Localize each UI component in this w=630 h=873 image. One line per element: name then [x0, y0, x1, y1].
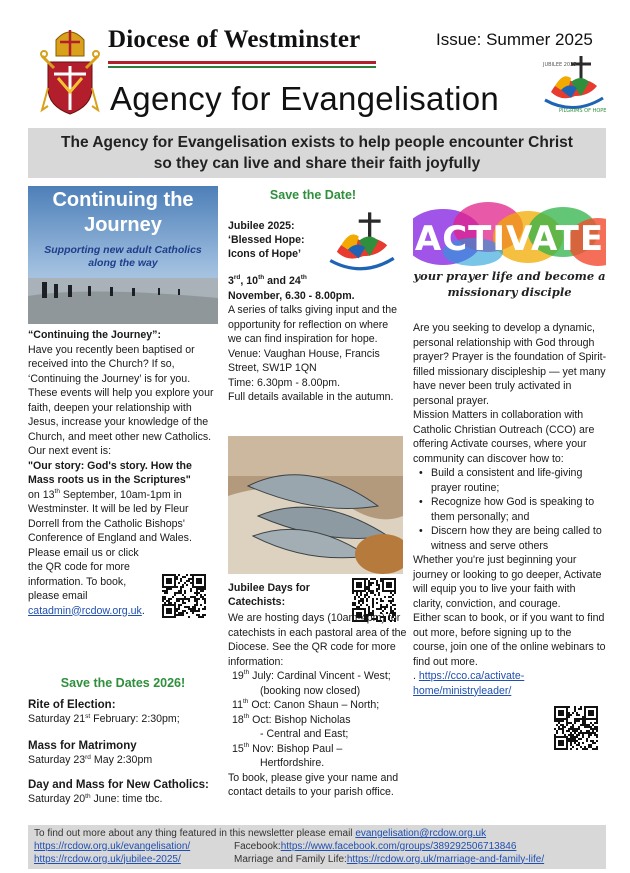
catechist-day: 19th July: Cardinal Vincent - West; [232, 669, 391, 682]
next-event-label: Our next event is: [28, 445, 112, 457]
contact-text: Please email us or click the QR code for more information. To book, please email [28, 546, 139, 602]
save-the-date-heading: Save the Date! [269, 188, 357, 202]
diocese-crest-logo [40, 26, 100, 118]
catechist-day: 18th Oct: Bishop Nicholas [232, 712, 351, 726]
jubilee-page-link[interactable]: https://rcdow.org.uk/jubilee-2025/ [34, 853, 181, 865]
catechists-heading-line: Jubilee Days for [228, 582, 310, 594]
date-item [28, 779, 228, 806]
banner-line-1: The Agency for Evangelisation exists to help people encounter Christ [61, 134, 573, 151]
date-item-title: Rite of Election: [28, 699, 116, 711]
talks-title-line: ‘Blessed Hope: [228, 234, 305, 246]
event-title: "Our story: God's story. How the Mass roots us in the Scriptures" [28, 459, 192, 486]
date-item [28, 699, 228, 726]
catadmin-email-link[interactable]: catadmin@rcdow.org.uk [28, 604, 142, 617]
banner-line-2: so they can live and share their faith joyfully [153, 155, 481, 172]
activate-word: ACTIVATE [414, 219, 605, 259]
talks-dates: 3rd, 10th and 24th [228, 274, 307, 287]
jubilee-caption-text: PILGRIMS OF HOPE [559, 108, 607, 114]
activate-qr-code[interactable] [554, 706, 598, 750]
catechist-day-note: - Central and East; [260, 728, 349, 740]
list-item: • Recognize how God is speaking to them personally; and [413, 495, 608, 524]
activate-tagline-2: missionary disciple [447, 285, 572, 299]
diocese-title: Diocese of Westminster [108, 26, 361, 53]
footer-line-1: To find out more about any thing featured in this newsletter please email evangelisation@rcdow.org.uk [34, 828, 487, 839]
continuing-heading: “Continuing the Journey”: [28, 329, 162, 341]
footer-bar [28, 825, 606, 869]
talks-full-details: Full details available in the autumn. [228, 391, 394, 403]
talks-title-line: Icons of Hope’ [228, 248, 301, 260]
dates-2026-list [28, 699, 228, 806]
activate-tagline-1: your prayer life and become a [413, 269, 606, 283]
jubilee-2025-logo [541, 52, 607, 116]
footer-line-3 [34, 854, 600, 867]
jubilee-talks-title [228, 219, 328, 261]
activate-graphic [413, 197, 606, 307]
evangelisation-email-link[interactable]: evangelisation@rcdow.org.uk [355, 828, 487, 839]
talks-venue: Venue: Vaughan House, Francis Street, SW1P 1QN [228, 347, 380, 374]
marriage-family-link[interactable]: https://rcdow.org.uk/marriage-and-family-life/ [346, 853, 545, 865]
list-item: • Discern how they are being called to witness and serve others [413, 524, 608, 553]
email-line: catadmin@rcdow.org.uk. [28, 604, 145, 617]
activate-para-2: Mission Matters in collaboration with Catholic Christian Outreach (CCO) are offering Activate courses, where your community can discover how to: [413, 409, 595, 465]
catechists-heading [228, 582, 348, 609]
jubilee-year-text: JUBILEE 2025 [543, 62, 577, 68]
date-item-title: Day and Mass for New Catholics: [28, 779, 209, 791]
date-item-when: Saturday 23rd May 2:30pm [28, 753, 153, 766]
catechists-heading-line: Catechists: [228, 595, 286, 608]
jubilee-2025-logo-small [324, 208, 400, 278]
photo-title-2: Journey [84, 214, 162, 236]
continuing-journey-photo [28, 186, 218, 324]
talks-dates-2: November, 6.30 - 8.00pm. [228, 289, 355, 302]
agency-title: Agency for Evangelisation [110, 80, 500, 117]
activate-link[interactable]: https://cco.ca/activate-home/ministryleader/ [413, 670, 525, 697]
photo-subtitle-1: Supporting new adult Catholics [44, 244, 202, 256]
save-dates-2026-heading: Save the Dates 2026! [60, 676, 186, 690]
evangelisation-page-link[interactable]: https://rcdow.org.uk/evangelisation/ [34, 840, 191, 852]
date-item [28, 740, 228, 767]
photo-subtitle-2: along the way [88, 257, 158, 269]
date-item-when: Saturday 21st February: 2:30pm; [28, 712, 180, 725]
catechist-day-note: (booking now closed) [260, 684, 361, 697]
date-item-when: Saturday 20th June: time tbc. [28, 792, 163, 805]
fish-and-bread-photo [228, 436, 403, 574]
catechists-book: To book, please give your name and contact details to your parish office. [228, 771, 399, 798]
facebook-label: Facebook: [234, 840, 281, 852]
continuing-qr-code[interactable] [162, 574, 206, 618]
footer-line-2 [34, 841, 600, 854]
catechists-intro: We are hosting days (10am-4pm) for catechists in each pastoral area of the Diocese. See the QR code for more information: [228, 612, 407, 668]
activate-para-3: Whether you're just beginning your journey or looking to go deeper, Activate will equip you to live your faith with clarity, conviction, and courage. [413, 554, 602, 610]
talks-desc: A series of talks giving input and the opportunity for reflection on where we can find inspiration for hope. [228, 304, 398, 345]
activate-para-4: Either scan to book, or if you want to find out more, before signing up to the course, join one of the online webinars to find out more. [413, 612, 606, 668]
event-details: on 13th September, 10am-1pm in Westminster. It will be led by Fleur Dorrell from the Catholic Bishops' Conference of England and Wales. [28, 487, 192, 544]
talks-details [228, 274, 403, 405]
facebook-link[interactable]: https://www.facebook.com/groups/389292506713846 [280, 840, 517, 852]
talks-title-line: Jubilee 2025: [228, 220, 295, 232]
date-item-title: Mass for Matrimony [28, 740, 137, 752]
activate-bullet-list [413, 466, 608, 553]
list-item: • Build a consistent and life-giving prayer routine; [413, 466, 608, 495]
mission-banner [28, 128, 606, 178]
header-rule-red [108, 61, 376, 64]
activate-para-1: Are you seeking to develop a dynamic, personal relationship with God through prayer? Prayer is the foundation of Spirit-filled missionary discipleship — yet many have never been truly activated in personal prayer. [413, 322, 607, 407]
catechist-day: 15th Nov: Bishop Paul – [232, 741, 343, 755]
catechist-day: 11th Oct: Canon Shaun – North; [232, 698, 380, 711]
marriage-family-label: Marriage and Family Life: [234, 853, 347, 865]
catechist-day-note: Hertfordshire. [260, 757, 325, 769]
header-rule-green [108, 66, 376, 68]
activate-section [413, 321, 608, 698]
continuing-para: Have you recently been baptised or received into the Church? If so, ‘Continuing the Journey’ is for you. These events will help you explore your faith, deepen your relationship with Jesus, increase your knowledge of the Church, and meet other new Catholics. [28, 343, 214, 443]
photo-title-1: Continuing the [52, 189, 194, 211]
issue-label: Issue: Summer 2025 [436, 30, 593, 49]
catechists-section [228, 611, 408, 800]
talks-time: Time: 6.30pm - 8.00pm. [228, 376, 341, 389]
activate-link-line: . https://cco.ca/activate-home/ministryleader/ [413, 670, 525, 697]
